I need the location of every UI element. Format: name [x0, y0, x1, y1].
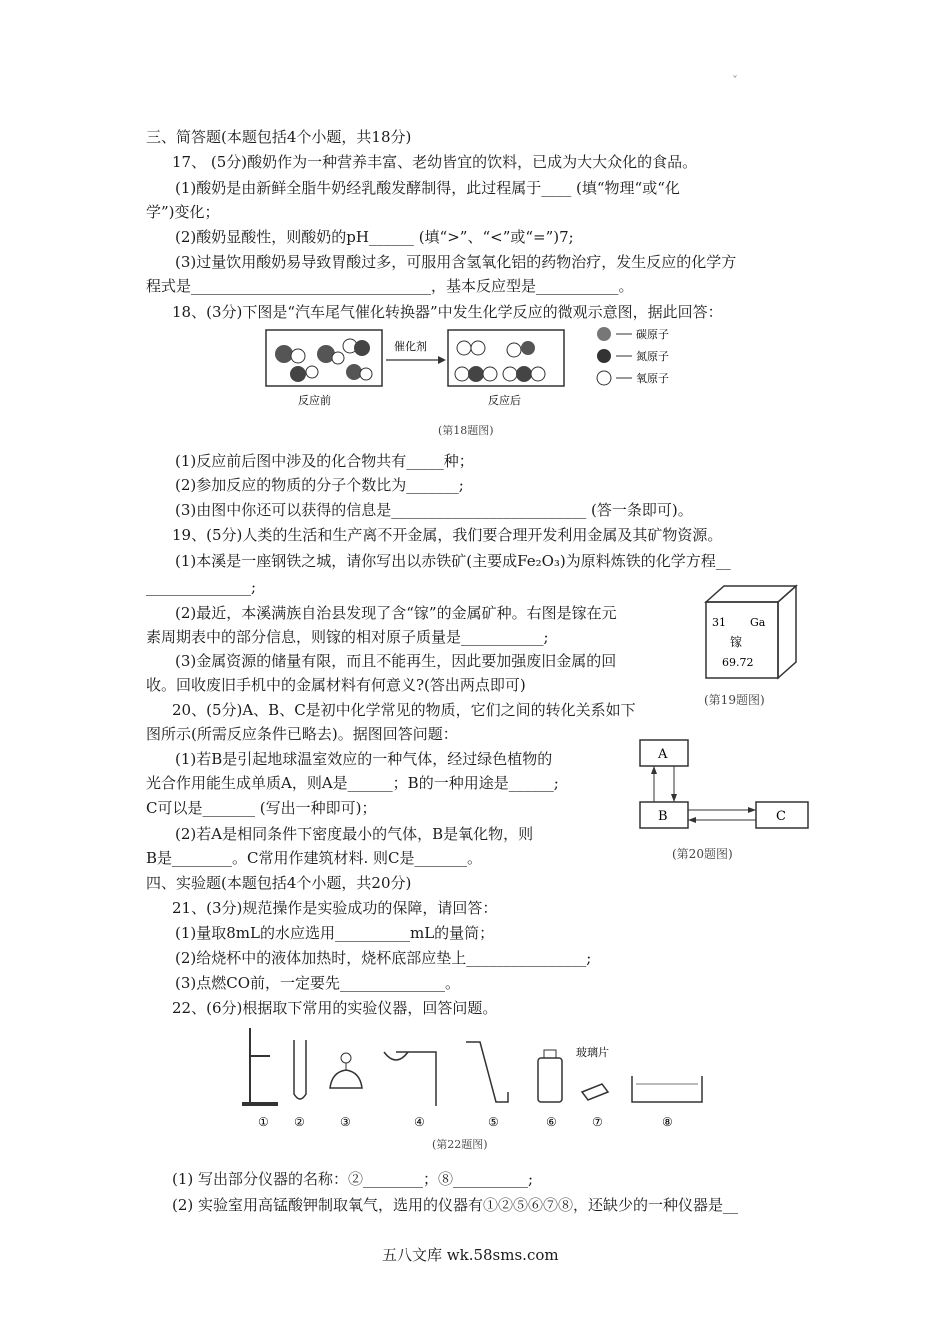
q18-part3: (3)由图中你还可以获得的信息是__________________________ (答一条即可)。: [175, 501, 693, 519]
q18-stem: 18、(3分)下图是“汽车尾气催化转换器”中发生化学反应的微观示意图，据此回答：: [172, 303, 723, 321]
q20-part2: (2)若A是相同条件下密度最小的气体，B是氧化物，则: [175, 825, 534, 843]
apparatus-label-6: ⑥: [546, 1115, 557, 1129]
apparatus-label-4: ④: [414, 1115, 425, 1129]
q20-stem: 20、(5分)A、B、C是初中化学常见的物质，它们之间的转化关系如下: [172, 701, 636, 719]
q17-part3-cont: 程式是________________________________，基本反应型是___________。: [146, 277, 634, 295]
apparatus-label-8: ⑧: [662, 1115, 673, 1129]
q19-part3-cont: 收。回收废旧手机中的金属材料有何意义?(答出两点即可): [146, 676, 526, 694]
apparatus-label-2: ②: [294, 1115, 305, 1129]
q20-part1-cont: 光合作用能生成单质A，则A是______；B的一种用途是______;: [146, 774, 559, 792]
q18-caption: (第18题图): [438, 424, 494, 437]
q19-part1: (1)本溪是一座钢铁之城，请你写出以赤铁矿(主要成Fe₂O₃)为原料炼铁的化学方程__: [175, 552, 731, 570]
before-label: 反应前: [298, 394, 331, 407]
catalyst-label: 催化剂: [394, 340, 427, 353]
apparatus-label-1: ①: [258, 1115, 269, 1129]
q22-stem: 22、(6分)根据取下常用的实验仪器，回答问题。: [172, 999, 498, 1017]
element-mass: 69.72: [722, 656, 754, 669]
page-footer: 五八文库 wk.58sms.com: [382, 1246, 559, 1264]
q21-part2: (2)给烧杯中的液体加热时，烧杯底部应垫上________________;: [175, 949, 592, 967]
q20-figure: [636, 736, 811, 866]
q20-stem-cont: 图所示(所需反应条件已略去)。据图回答问题：: [146, 725, 458, 743]
legend-nitrogen: 氮原子: [636, 350, 669, 363]
q18-part2: (2)参加反应的物质的分子个数比为_______;: [175, 476, 464, 494]
page-mark: ˇ: [732, 74, 738, 88]
q21-stem: 21、(3分)规范操作是实验成功的保障，请回答：: [172, 899, 498, 917]
q19-caption: (第19题图): [704, 693, 765, 707]
q21-part3: (3)点燃CO前，一定要先______________。: [175, 974, 461, 992]
glass-plate-label: 玻璃片: [576, 1046, 609, 1059]
legend-oxygen: 氧原子: [636, 372, 669, 385]
q21-part1: (1)量取8mL的水应选用__________mL的量筒；: [175, 924, 495, 942]
section-3-heading: 三、简答题(本题包括4个小题，共18分): [146, 128, 412, 146]
gallium-element-figure: [700, 580, 810, 710]
section-4-heading: 四、实验题(本题包括4个小题，共20分): [146, 874, 412, 892]
q18-figure: [262, 324, 692, 444]
apparatus-label-7: ⑦: [592, 1115, 603, 1129]
box-b-label: B: [658, 809, 668, 824]
after-label: 反应后: [488, 394, 521, 407]
q17-part1: (1)酸奶是由新鲜全脂牛奶经乳酸发酵制得，此过程属于____ (填“物理“或“化: [175, 179, 680, 197]
q19-part3: (3)金属资源的储量有限，而且不能再生，因此要加强废旧金属的回: [175, 652, 617, 670]
q17-part3: (3)过量饮用酸奶易导致胃酸过多，可服用含氢氧化铝的药物治疗，发生反应的化学方: [175, 253, 737, 271]
q17-part1-cont: 学”)变化；: [146, 203, 220, 221]
abc-relation-diagram: [636, 736, 811, 866]
apparatus-label-5: ⑤: [488, 1115, 499, 1129]
q22-caption: (第22题图): [432, 1138, 488, 1151]
reaction-diagram: [262, 324, 692, 444]
q18-part1: (1)反应前后图中涉及的化合物共有_____种；: [175, 452, 474, 470]
q17-part2: (2)酸奶显酸性，则酸奶的pH______ (填“>”、“<”或“=”)7;: [175, 228, 574, 246]
legend-carbon: 碳原子: [636, 328, 669, 341]
apparatus-label-3: ③: [340, 1115, 351, 1129]
q22-figure: [236, 1022, 716, 1156]
q20-part1-cont2: C可以是_______ (写出一种即可)；: [146, 799, 377, 817]
gallium-cube: [700, 580, 810, 710]
q19-part1-cont: ______________;: [146, 578, 257, 596]
q20-part2-cont: B是________。C常用作建筑材料. 则C是_______。: [146, 849, 483, 867]
element-name: 镓: [730, 635, 743, 649]
q22-part1: (1) 写出部分仪器的名称：②________；⑧__________;: [172, 1170, 534, 1188]
element-number: 31: [712, 616, 726, 629]
q19-part2-cont: 素周期表中的部分信息，则镓的相对原子质量是___________;: [146, 628, 549, 646]
q22-part2: (2) 实验室用高锰酸钾制取氧气，选用的仪器有①②⑤⑥⑦⑧，还缺少的一种仪器是__: [172, 1196, 739, 1214]
q20-part1: (1)若B是引起地球温室效应的一种气体，经过绿色植物的: [175, 750, 553, 768]
q20-caption: (第20题图): [672, 847, 733, 861]
q17-stem: 17、 (5分)酸奶作为一种营养丰富、老幼皆宜的饮料，已成为大大众化的食品。: [172, 153, 698, 171]
q19-stem: 19、(5分)人类的生活和生产离不开金属，我们要合理开发利用金属及其矿物资源。: [172, 526, 723, 544]
q19-part2: (2)最近，本溪满族自治县发现了含“镓”的金属矿种。右图是镓在元: [175, 604, 617, 622]
element-symbol: Ga: [750, 616, 766, 629]
box-a-label: A: [658, 747, 668, 762]
box-c-label: C: [776, 809, 786, 824]
lab-apparatus: [236, 1022, 716, 1156]
